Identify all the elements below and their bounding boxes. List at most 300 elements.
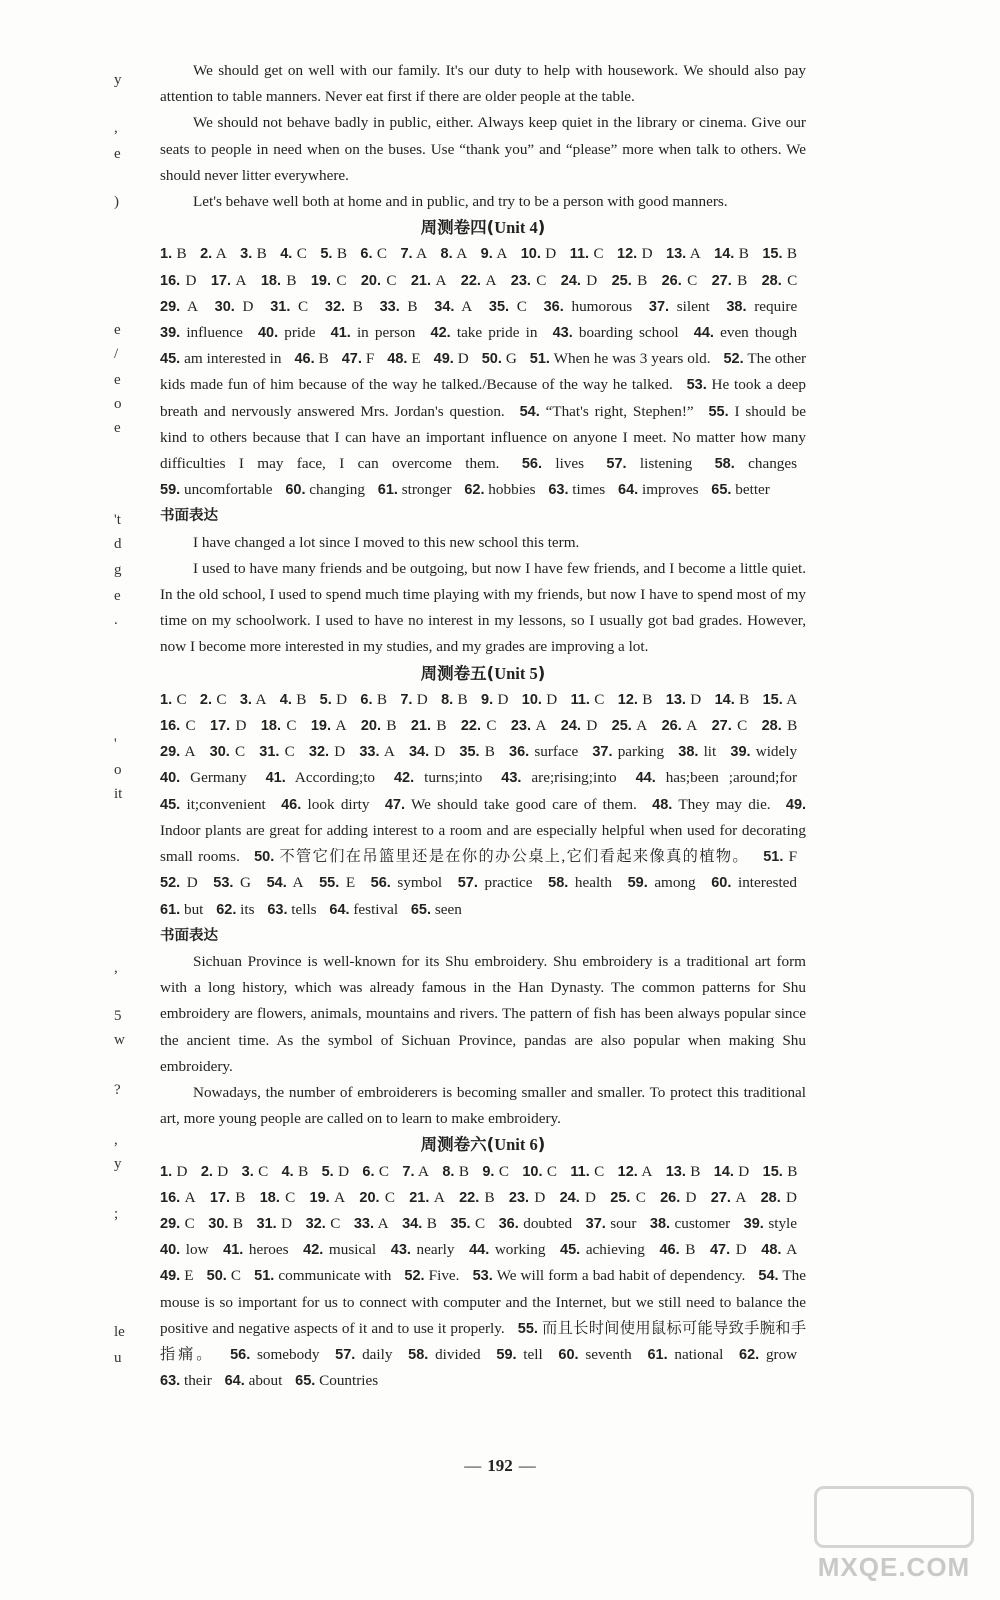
answer-item	[678, 743, 716, 760]
answer-item	[511, 272, 547, 289]
answer-item	[464, 481, 535, 498]
answer-text: hobbies	[488, 481, 536, 499]
answer-item	[612, 272, 648, 289]
answer-text: it;convenient	[186, 795, 266, 813]
answer-number: 42.	[393, 770, 415, 787]
answer-text: B	[426, 1214, 437, 1232]
answer-text: tell	[523, 1345, 543, 1363]
answer-text: turns;into	[424, 769, 483, 787]
answer-number: 3.	[240, 246, 253, 263]
answer-text: A	[255, 690, 267, 708]
answer-item	[258, 324, 316, 341]
answer-item	[160, 743, 195, 760]
answer-number: 25.	[611, 272, 632, 289]
answer-item	[509, 743, 578, 760]
answer-number: 46.	[281, 796, 302, 813]
answer-text: B	[407, 297, 418, 315]
answer-number: 55.	[708, 403, 729, 420]
answer-text: A	[535, 717, 547, 735]
answer-item	[459, 743, 494, 760]
answer-text: D	[338, 1162, 350, 1180]
answer-item	[481, 245, 508, 262]
margin-fragment: y	[114, 72, 122, 88]
margin-fragment: g	[114, 562, 122, 578]
answer-number: 64.	[224, 1373, 245, 1390]
answer-number: 38.	[726, 298, 747, 315]
answer-number: 48.	[387, 351, 408, 368]
margin-fragment: u	[114, 1350, 122, 1366]
answer-text: times	[572, 481, 606, 499]
answer-text: seventh	[585, 1345, 632, 1363]
answer-number: 19.	[310, 272, 331, 289]
answer-item	[160, 324, 243, 341]
answer-text: A	[786, 1241, 798, 1259]
answer-text: widely	[755, 743, 798, 761]
answer-number: 9.	[481, 691, 494, 708]
answer-text: We should take good care of them.	[411, 795, 637, 813]
answer-item	[628, 874, 696, 891]
answer-item	[160, 350, 281, 367]
answer-item	[715, 691, 750, 708]
answer-item	[441, 245, 468, 262]
answer-number: 11.	[570, 691, 590, 708]
answer-text: B	[786, 245, 798, 263]
answer-text: B	[484, 1188, 495, 1206]
answer-text: C	[376, 245, 388, 263]
answer-number: 11.	[570, 1163, 590, 1180]
answer-item	[482, 1163, 509, 1180]
answer-number: 8.	[442, 1163, 455, 1180]
essay-paragraph: We should get on well with our family. It's our duty to help with housework. We should also pay attention to table manners. Never eat first if there are older people at the table.	[160, 62, 806, 106]
answer-text: customer	[674, 1214, 731, 1232]
answer-item	[434, 350, 469, 367]
answer-number: 39.	[730, 744, 751, 761]
answer-text: pride	[284, 324, 316, 342]
answer-text: Countries	[319, 1372, 379, 1390]
answer-item	[408, 1346, 480, 1363]
page-number-value: 192	[487, 1456, 513, 1475]
answer-text: 不管它们在吊篮里还是在你的办公桌上,它们看起来像真的植物。	[279, 848, 750, 866]
answer-number: 40.	[160, 770, 181, 787]
answer-number: 53.	[213, 875, 234, 892]
answer-number: 22.	[460, 718, 481, 735]
answer-text: C	[386, 271, 397, 289]
answer-text: D	[217, 1162, 229, 1180]
answer-item	[744, 1215, 797, 1232]
answer-text: among	[654, 874, 696, 892]
answer-number: 45.	[160, 351, 181, 368]
answer-text: A	[735, 1188, 747, 1206]
answer-number: 40.	[257, 325, 279, 342]
answer-text: nearly	[416, 1241, 455, 1259]
answer-item	[400, 245, 427, 262]
answer-text: daily	[362, 1345, 393, 1363]
answer-item	[711, 481, 770, 498]
answer-item	[280, 691, 307, 708]
answer-item	[210, 743, 245, 760]
answer-item	[481, 691, 508, 708]
answer-number: 27.	[711, 718, 732, 735]
answer-item	[160, 796, 266, 813]
answer-number: 33.	[359, 744, 380, 761]
answer-sections	[160, 215, 806, 1394]
answer-item	[387, 350, 420, 367]
answer-text: B	[458, 1162, 469, 1180]
answer-number: 33.	[353, 1215, 374, 1232]
margin-fragment: e	[114, 146, 121, 162]
section-title	[160, 661, 806, 687]
answer-item	[394, 769, 482, 786]
answer-item	[160, 272, 196, 289]
answer-item	[242, 1163, 269, 1180]
answer-text: stronger	[401, 481, 452, 499]
answer-number: 38.	[649, 1215, 671, 1232]
answer-item	[511, 717, 547, 734]
answer-number: 31.	[259, 744, 280, 761]
margin-fragment: ?	[114, 1082, 121, 1098]
answer-number: 1.	[160, 246, 173, 263]
section-title-close: )	[537, 663, 546, 683]
answer-item	[210, 717, 246, 734]
answer-number: 23.	[510, 718, 531, 735]
answer-text: C	[687, 271, 698, 289]
answer-text: A	[641, 1162, 653, 1180]
answer-number: 52.	[723, 351, 744, 368]
answer-text: A	[485, 271, 497, 289]
answer-number: 1.	[160, 1163, 173, 1180]
answer-text: am interested in	[184, 350, 282, 368]
answer-number: 33.	[379, 298, 400, 315]
answer-number: 28.	[761, 718, 782, 735]
answer-item	[652, 796, 770, 813]
answer-text: better	[735, 481, 770, 499]
answer-number: 9.	[480, 246, 493, 263]
answer-text: B	[787, 717, 798, 735]
answer-number: 32.	[308, 744, 330, 761]
answer-text: C	[787, 271, 798, 289]
answer-number: 24.	[559, 1189, 580, 1206]
answer-item	[548, 481, 605, 498]
answer-item	[378, 481, 452, 498]
answer-item	[160, 691, 187, 708]
answer-number: 58.	[714, 456, 735, 473]
answer-text: F	[365, 350, 375, 368]
answer-number: 63.	[548, 482, 569, 499]
answer-number: 62.	[739, 1346, 760, 1363]
answer-text: The mouse is so important for us to connect with computer and the Internet, but we still need to balance the positive and negative aspects of it and to use it properly.	[160, 1267, 806, 1337]
answer-number: 44.	[469, 1242, 490, 1259]
answer-number: 56.	[370, 875, 391, 892]
answer-item	[606, 455, 692, 472]
answer-item	[558, 1346, 631, 1363]
answer-text: G	[505, 350, 517, 368]
margin-fragment: .	[114, 612, 118, 628]
answer-item	[160, 717, 196, 734]
answer-number: 23.	[510, 272, 531, 289]
answer-text: grow	[765, 1345, 798, 1363]
answer-number: 25.	[610, 1189, 631, 1206]
answer-text: We will form a bad habit of dependency.	[496, 1267, 746, 1285]
answer-item	[160, 1189, 196, 1206]
margin-fragment: 5	[114, 1008, 122, 1024]
answer-item	[763, 691, 798, 708]
answer-number: 32.	[305, 1215, 326, 1232]
answer-item	[402, 1163, 429, 1180]
answer-item	[257, 1215, 293, 1232]
answer-text: D	[497, 690, 509, 708]
answer-item	[710, 1241, 747, 1258]
essay-paragraph: Let's behave well both at home and in public, and try to be a person with good manners.	[193, 193, 728, 211]
answer-page-content	[160, 58, 806, 1394]
answer-number: 64.	[618, 482, 639, 499]
answer-text: C	[594, 1162, 605, 1180]
answer-item	[215, 298, 254, 315]
answer-text: doubted	[523, 1214, 573, 1232]
answer-number: 24.	[560, 718, 581, 735]
answer-number: 10.	[522, 1163, 543, 1180]
answer-number: 42.	[303, 1242, 324, 1259]
answer-item	[544, 298, 633, 315]
margin-fragment: '	[114, 736, 117, 752]
answer-number: 47.	[384, 796, 405, 813]
margin-fragment: ,	[114, 1132, 118, 1148]
answer-text: Indoor plants are great for adding interest to a room and are especially helpful when used for decorating small rooms.	[160, 821, 806, 866]
answer-number: 4.	[281, 1163, 294, 1180]
section-title-close: )	[537, 218, 546, 238]
answer-number: 39.	[160, 325, 181, 342]
answer-number: 57.	[335, 1346, 356, 1363]
answer-number: 14.	[713, 1163, 734, 1180]
answer-text: E	[411, 350, 421, 368]
answer-item	[160, 1267, 194, 1284]
answer-number: 11.	[569, 246, 590, 263]
answer-text: surface	[534, 743, 579, 761]
answer-text: 而且长时间使用鼠标可能导致手腕和手指痛。	[160, 1319, 807, 1363]
answer-text: boarding school	[578, 324, 679, 342]
writing-label: 书面表达	[160, 508, 218, 525]
answer-number: 1.	[160, 691, 173, 708]
answer-number: 43.	[552, 325, 573, 342]
answer-number: 63.	[267, 901, 288, 918]
answer-text: C	[298, 297, 309, 315]
answer-number: 41.	[265, 770, 286, 787]
answer-text: A	[786, 690, 798, 708]
answer-number: 37.	[585, 1215, 606, 1232]
answer-item	[762, 272, 798, 289]
answer-item	[359, 1189, 395, 1206]
margin-fragment: e	[114, 372, 121, 388]
answer-number: 17.	[210, 718, 231, 735]
answer-item	[618, 481, 699, 498]
answer-item	[282, 1163, 309, 1180]
answer-number: 53.	[472, 1268, 493, 1285]
answer-number: 52.	[404, 1268, 425, 1285]
answer-number: 7.	[400, 691, 413, 708]
answer-item	[240, 245, 267, 262]
answer-text: A	[435, 271, 447, 289]
answer-text: D	[641, 245, 653, 263]
answer-number: 59.	[496, 1346, 517, 1363]
answer-number: 15.	[762, 1163, 783, 1180]
answer-number: 56.	[521, 456, 542, 473]
answer-number: 64.	[329, 901, 350, 918]
answer-item	[261, 272, 297, 289]
answer-number: 8.	[440, 246, 453, 263]
answer-item	[211, 272, 247, 289]
answer-item	[322, 1163, 349, 1180]
answer-text: working	[494, 1241, 546, 1259]
answer-item	[489, 298, 527, 315]
answer-item	[441, 691, 468, 708]
answer-number: 2.	[200, 246, 213, 263]
answer-text: D	[416, 690, 428, 708]
answer-item	[303, 1241, 376, 1258]
answer-item	[280, 245, 307, 262]
answer-number: 43.	[390, 1242, 411, 1259]
answer-number: 6.	[360, 691, 373, 708]
answer-item	[662, 272, 698, 289]
answer-item	[261, 717, 297, 734]
answer-number: 55.	[319, 875, 340, 892]
answer-item	[207, 1267, 241, 1284]
answer-number: 20.	[360, 718, 381, 735]
answer-text: lit	[703, 743, 717, 761]
answer-item	[371, 874, 442, 891]
answer-number: 54.	[519, 403, 540, 420]
answer-text: C	[594, 690, 605, 708]
answer-text: C	[737, 717, 748, 735]
answer-item	[434, 298, 472, 315]
answer-number: 14.	[714, 246, 735, 263]
margin-fragment: d	[114, 536, 122, 552]
answer-item	[402, 1215, 437, 1232]
answer-number: 60.	[711, 875, 732, 892]
answer-item	[400, 691, 427, 708]
answer-text: uncomfortable	[183, 481, 273, 499]
answer-item	[592, 743, 664, 760]
answer-text: D	[334, 743, 346, 761]
answer-text: According;to	[294, 769, 376, 787]
answer-number: 45.	[160, 796, 181, 813]
answer-text: C	[546, 1162, 558, 1180]
answer-item	[586, 1215, 637, 1232]
answer-item	[761, 1189, 797, 1206]
answer-number: 54.	[266, 875, 287, 892]
margin-fragment: o	[114, 762, 122, 778]
answer-number: 22.	[459, 1189, 480, 1206]
answer-text: their	[183, 1372, 212, 1390]
answer-item	[714, 1163, 750, 1180]
answer-text: national	[674, 1345, 724, 1363]
writing-paragraph: Nowadays, the number of embroiderers is becoming smaller and smaller. To protect this traditional art, more young people are called on to learn to make embroidery.	[160, 1083, 806, 1128]
answer-text: style	[768, 1214, 797, 1232]
answer-number: 31.	[270, 298, 291, 315]
answer-number: 35.	[450, 1215, 471, 1232]
answer-text: C	[184, 1214, 195, 1232]
margin-fragment: /	[114, 346, 119, 362]
answer-text: E	[184, 1267, 194, 1285]
answer-text: He took a deep breath and nervously answered Mrs. Jordan's question.	[160, 376, 807, 420]
answer-number: 54.	[758, 1268, 779, 1285]
section-title-cn: 周测卷四(	[420, 218, 495, 238]
margin-fragment: e	[114, 588, 121, 604]
answer-text: A	[433, 1188, 445, 1206]
answer-item	[306, 1215, 341, 1232]
answer-text: B	[296, 690, 307, 708]
answer-number: 60.	[285, 482, 306, 499]
answer-number: 3.	[241, 1163, 254, 1180]
answer-text: about	[248, 1372, 283, 1390]
answer-item	[649, 298, 710, 315]
answer-number: 65.	[410, 901, 432, 918]
answer-item	[522, 1163, 557, 1180]
answer-text: interested	[737, 874, 798, 892]
answer-number: 52.	[160, 875, 181, 892]
answer-item	[712, 272, 748, 289]
answer-number: 44.	[635, 770, 656, 787]
answer-item	[520, 403, 694, 420]
section-title-cn: 周测卷六(	[420, 1135, 495, 1155]
answer-number: 29.	[160, 744, 181, 761]
answer-item	[160, 874, 198, 891]
answer-item	[216, 901, 254, 918]
answer-text: parking	[617, 743, 665, 761]
answer-text: G	[240, 874, 252, 892]
answer-item	[310, 1189, 346, 1206]
answer-number: 19.	[310, 718, 331, 735]
answer-number: 62.	[216, 901, 237, 918]
answer-item	[294, 350, 328, 367]
answer-text: B	[737, 271, 748, 289]
answer-number: 21.	[409, 1189, 430, 1206]
answer-item	[660, 1189, 696, 1206]
answer-number: 16.	[160, 272, 181, 289]
answer-item	[763, 848, 797, 865]
answer-number: 65.	[711, 482, 732, 499]
answer-number: 36.	[498, 1215, 519, 1232]
answer-text: A	[184, 1188, 196, 1206]
answer-item	[311, 272, 347, 289]
answer-number: 6.	[362, 1163, 375, 1180]
top-essay	[160, 58, 806, 215]
answer-number: 13.	[665, 1163, 686, 1180]
answer-text: B	[298, 1162, 309, 1180]
answer-item	[320, 691, 347, 708]
answer-number: 3.	[239, 691, 252, 708]
answer-item	[571, 691, 605, 708]
answer-text: D	[186, 874, 198, 892]
answer-item	[450, 1215, 485, 1232]
section-title	[160, 215, 806, 241]
answer-number: 23.	[508, 1189, 530, 1206]
answer-text: C	[593, 245, 604, 263]
answer-text: but	[183, 900, 204, 918]
answer-text: D	[786, 1188, 798, 1206]
answer-item	[361, 272, 397, 289]
answer-text: B	[318, 350, 329, 368]
answer-text: A	[215, 245, 227, 263]
answer-text: C	[185, 717, 196, 735]
answer-number: 15.	[762, 246, 783, 263]
answer-number: 50.	[206, 1268, 227, 1285]
watermark-text: MXQE.COM	[817, 1552, 971, 1582]
answer-item	[160, 901, 203, 918]
answer-number: 18.	[259, 1189, 280, 1206]
answer-item	[469, 1241, 545, 1258]
answer-item	[570, 245, 604, 262]
answer-item	[473, 1267, 746, 1284]
answer-text: require	[754, 297, 798, 315]
